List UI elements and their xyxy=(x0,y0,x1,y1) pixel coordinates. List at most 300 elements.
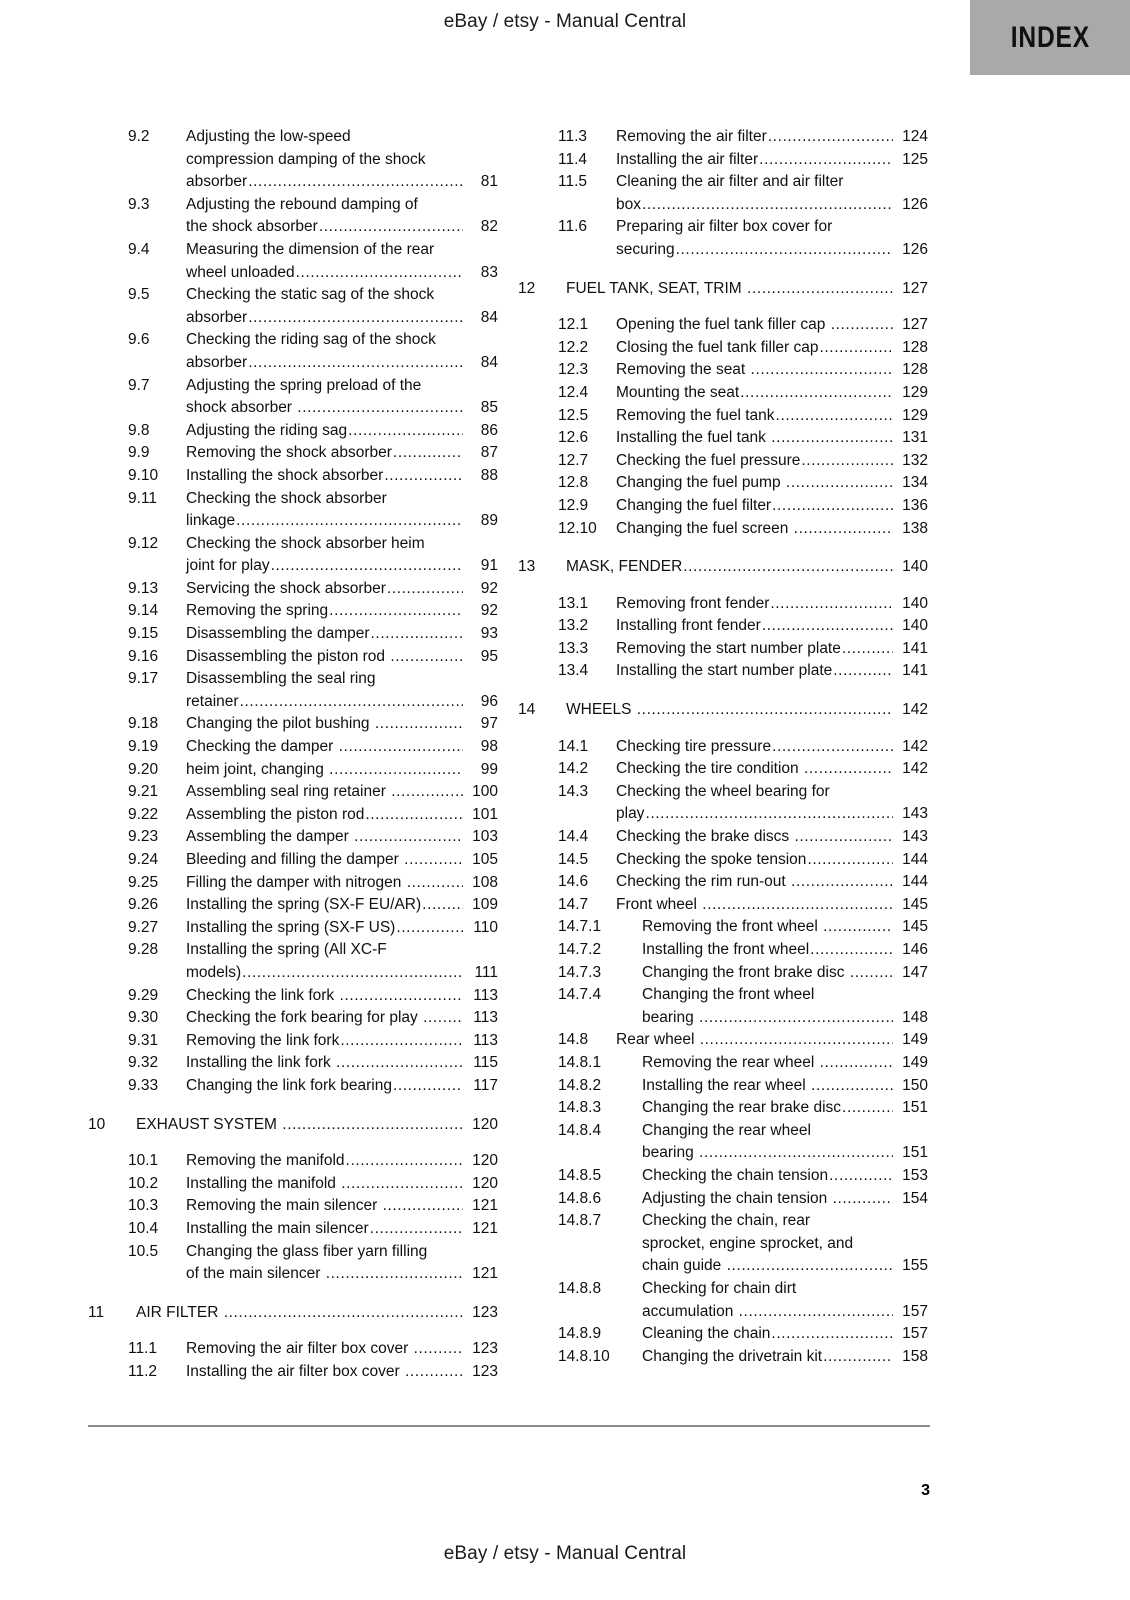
entry-body xyxy=(186,1361,498,1384)
index-entry-row[interactable] xyxy=(518,518,928,541)
index-entry-row[interactable] xyxy=(88,849,498,872)
entry-title: Installing the rear wheel xyxy=(642,1076,811,1094)
entry-body xyxy=(186,894,498,917)
entry-title-last-line xyxy=(186,420,498,443)
dot-leader xyxy=(414,1338,463,1361)
entry-body xyxy=(186,533,498,578)
entry-title: Changing the front brake disc xyxy=(642,963,849,981)
dot-leader xyxy=(370,1218,463,1241)
entry-body xyxy=(186,985,498,1008)
index-entry-row[interactable] xyxy=(518,149,928,172)
entry-title: of the main silencer xyxy=(186,1265,325,1283)
entry-number: 14.7 xyxy=(558,895,589,913)
index-entry-row[interactable] xyxy=(518,314,928,337)
index-entry-row[interactable] xyxy=(88,126,498,194)
entry-title: Disassembling the piston rod xyxy=(186,647,390,665)
entry-number: 9.26 xyxy=(128,896,159,914)
entry-body xyxy=(616,495,928,518)
index-entry-row[interactable] xyxy=(88,1075,498,1098)
index-entry-row[interactable] xyxy=(518,1323,928,1346)
entry-title-line xyxy=(186,939,498,962)
index-entry-row[interactable] xyxy=(518,359,928,382)
entry-title-line xyxy=(186,533,498,556)
index-entry-row[interactable] xyxy=(518,615,928,638)
index-entry-row[interactable] xyxy=(518,1346,928,1369)
dot-leader xyxy=(393,1075,463,1098)
entry-title: Adjusting the riding sag xyxy=(186,421,348,439)
index-entry-row[interactable] xyxy=(518,593,928,616)
entry-number: 14.4 xyxy=(558,828,589,846)
entry-title: absorber xyxy=(186,173,248,191)
index-entry-row[interactable] xyxy=(88,826,498,849)
entry-page-number: 151 xyxy=(902,1144,928,1162)
entry-page-number: 88 xyxy=(480,466,498,484)
entry-title: Checking the static sag of the shock xyxy=(186,286,435,304)
entry-title: Installing the shock absorber xyxy=(186,466,384,484)
entry-title-last-line xyxy=(186,872,498,895)
entry-body xyxy=(186,849,498,872)
entry-page-number: 113 xyxy=(473,986,498,1004)
entry-page-number: 113 xyxy=(473,1009,498,1027)
entry-title-last-line xyxy=(566,278,928,301)
entry-title: Changing the link fork bearing xyxy=(186,1076,392,1094)
entry-number: 14.7.1 xyxy=(558,918,602,936)
index-entry-row[interactable] xyxy=(88,465,498,488)
index-entry-row[interactable] xyxy=(518,758,928,781)
index-entry-row[interactable] xyxy=(88,713,498,736)
entry-page-number: 96 xyxy=(480,692,498,710)
entry-title: Removing the air filter box cover xyxy=(186,1340,413,1358)
index-chapter-row[interactable] xyxy=(88,1114,498,1137)
entry-title-last-line xyxy=(616,660,928,683)
entry-number: 14.8.5 xyxy=(558,1166,602,1184)
entry-title: Changing the front wheel xyxy=(642,986,815,1004)
entry-title: Checking the tire condition xyxy=(616,760,803,778)
index-entry-row[interactable] xyxy=(88,1195,498,1218)
index-entry-row[interactable] xyxy=(88,442,498,465)
entry-body xyxy=(186,939,498,984)
index-entry-row[interactable] xyxy=(518,736,928,759)
entry-title-last-line xyxy=(186,1263,498,1286)
entry-number: 9.13 xyxy=(128,579,159,597)
entry-page-number: 81 xyxy=(480,173,498,191)
entry-number: 14.3 xyxy=(558,782,589,800)
entry-title: Adjusting the low-speed xyxy=(186,128,351,145)
dot-leader xyxy=(776,405,893,428)
index-entry-row[interactable] xyxy=(88,600,498,623)
index-entry-row[interactable] xyxy=(518,1075,928,1098)
index-chapter-row[interactable] xyxy=(518,278,928,301)
entry-page-number: 83 xyxy=(480,263,498,281)
dot-leader xyxy=(384,465,463,488)
index-entry-row[interactable] xyxy=(88,1150,498,1173)
index-chapter-row[interactable] xyxy=(88,1302,498,1325)
entry-title: Changing the pilot bushing xyxy=(186,715,374,733)
entry-title-last-line xyxy=(186,1173,498,1196)
entry-title-last-line xyxy=(186,962,498,985)
entry-page-number: 93 xyxy=(480,625,498,643)
dot-leader xyxy=(645,803,893,826)
index-entry-row[interactable] xyxy=(88,804,498,827)
dot-leader xyxy=(282,1114,463,1137)
entry-title-line xyxy=(616,216,928,239)
entry-body xyxy=(616,1029,928,1052)
entry-title-last-line xyxy=(186,510,498,533)
entry-title: Removing the seat xyxy=(616,361,750,379)
entry-title-last-line xyxy=(642,1075,928,1098)
index-entry-row[interactable] xyxy=(88,872,498,895)
entry-number: 14.5 xyxy=(558,850,589,868)
entry-number: 9.6 xyxy=(128,331,150,349)
index-entry-row[interactable] xyxy=(88,488,498,533)
index-entry-row[interactable] xyxy=(518,984,928,1029)
entry-title-last-line xyxy=(642,1165,928,1188)
dot-leader xyxy=(683,556,893,579)
dot-leader xyxy=(371,623,463,646)
entry-title-last-line xyxy=(186,307,498,330)
dot-leader xyxy=(740,382,893,405)
entry-number: 9.5 xyxy=(128,286,150,304)
entry-title-last-line xyxy=(616,736,928,759)
entry-body xyxy=(616,216,928,261)
entry-number: 14.7.3 xyxy=(558,963,602,981)
entry-number: 12.6 xyxy=(558,429,589,447)
dot-leader xyxy=(810,939,893,962)
dot-leader xyxy=(407,872,463,895)
entry-page-number: 126 xyxy=(902,240,928,258)
entry-title-line xyxy=(642,1278,928,1301)
dot-leader xyxy=(850,962,893,985)
index-chapter-row[interactable] xyxy=(518,699,928,722)
entry-title-last-line xyxy=(642,1097,928,1120)
index-entry-row[interactable] xyxy=(88,985,498,1008)
entry-title: Checking the fuel pressure xyxy=(616,451,801,469)
index-entry-row[interactable] xyxy=(88,759,498,782)
entry-body xyxy=(616,405,928,428)
entry-page-number: 140 xyxy=(902,558,928,576)
entry-title: Installing the link fork xyxy=(186,1054,336,1072)
index-entry-row[interactable] xyxy=(88,1030,498,1053)
dot-leader xyxy=(348,420,463,443)
index-entry-row[interactable] xyxy=(518,171,928,216)
entry-title: Adjusting the chain tension xyxy=(642,1189,832,1207)
entry-number: 12.9 xyxy=(558,496,589,514)
entry-title: Checking the chain tension xyxy=(642,1166,829,1184)
entry-title-last-line xyxy=(616,337,928,360)
entry-page-number: 110 xyxy=(473,918,498,936)
index-entry-row[interactable] xyxy=(518,1188,928,1211)
entry-title-last-line xyxy=(186,216,498,239)
entry-page-number: 157 xyxy=(902,1302,928,1320)
entry-title: Removing the air filter xyxy=(616,128,767,145)
dot-leader xyxy=(842,1097,893,1120)
entry-title: Removing the main silencer xyxy=(186,1197,382,1215)
entry-body xyxy=(186,623,498,646)
entry-title-last-line xyxy=(186,171,498,194)
entry-number: 9.3 xyxy=(128,195,150,213)
entry-body xyxy=(566,278,928,301)
entry-body xyxy=(186,1173,498,1196)
index-entry-row[interactable] xyxy=(88,284,498,329)
index-entry-row[interactable] xyxy=(88,194,498,239)
index-entry-row[interactable] xyxy=(518,849,928,872)
dot-leader xyxy=(375,713,463,736)
entry-page-number: 145 xyxy=(902,918,928,936)
index-column-left xyxy=(88,126,498,1383)
entry-title: Removing the spring xyxy=(186,602,329,620)
index-entry-row[interactable] xyxy=(518,1165,928,1188)
index-entry-row[interactable] xyxy=(518,337,928,360)
entry-number: 14.8.2 xyxy=(558,1076,602,1094)
entry-page-number: 129 xyxy=(902,406,928,424)
entry-title: Changing the fuel pump xyxy=(616,474,785,492)
index-entry-row[interactable] xyxy=(518,1052,928,1075)
entry-page-number: 92 xyxy=(480,579,498,597)
entry-title-last-line xyxy=(186,691,498,714)
entry-body xyxy=(616,871,928,894)
entry-title-line xyxy=(186,284,498,307)
entry-page-number: 148 xyxy=(902,1008,928,1026)
entry-number: 14 xyxy=(518,701,536,719)
dot-leader xyxy=(329,759,463,782)
entry-number: 10.3 xyxy=(128,1197,159,1215)
entry-number: 14.8.3 xyxy=(558,1099,602,1117)
index-entry-row[interactable] xyxy=(518,871,928,894)
entry-number: 9.23 xyxy=(128,828,159,846)
entry-page-number: 142 xyxy=(902,737,928,755)
entry-number: 12.3 xyxy=(558,361,589,379)
dot-leader xyxy=(772,495,893,518)
dot-leader xyxy=(383,1195,463,1218)
index-entry-row[interactable] xyxy=(518,1210,928,1278)
index-entry-row[interactable] xyxy=(518,472,928,495)
entry-body xyxy=(186,736,498,759)
entry-body xyxy=(642,984,928,1029)
entry-title-last-line xyxy=(186,985,498,1008)
entry-title-line xyxy=(642,1233,928,1256)
entry-body xyxy=(186,600,498,623)
entry-body xyxy=(616,450,928,473)
index-entry-row[interactable] xyxy=(518,495,928,518)
index-entry-row[interactable] xyxy=(518,638,928,661)
entry-title: Removing the start number plate xyxy=(616,639,841,657)
entry-title-last-line xyxy=(186,759,498,782)
dot-leader xyxy=(727,1255,893,1278)
page-number: 3 xyxy=(921,1482,930,1499)
entry-number: 9.29 xyxy=(128,986,159,1004)
index-entry-row[interactable] xyxy=(518,1097,928,1120)
entry-title: Installing the start number plate xyxy=(616,662,833,680)
index-entry-row[interactable] xyxy=(518,216,928,261)
index-entry-row[interactable] xyxy=(88,1338,498,1361)
entry-title: Installing the air filter box cover xyxy=(186,1362,404,1380)
index-entry-row[interactable] xyxy=(518,427,928,450)
index-entry-row[interactable] xyxy=(518,1278,928,1323)
entry-title: the shock absorber xyxy=(186,218,318,236)
entry-title-last-line xyxy=(616,894,928,917)
entry-number: 13 xyxy=(518,558,536,576)
dot-leader xyxy=(762,615,893,638)
entry-title: Changing the rear wheel xyxy=(642,1121,811,1139)
entry-page-number: 126 xyxy=(902,195,928,213)
entry-number: 14.8.7 xyxy=(558,1212,602,1230)
index-entry-row[interactable] xyxy=(88,1361,498,1384)
index-entry-row[interactable] xyxy=(88,578,498,601)
entry-body xyxy=(642,1346,928,1369)
entry-title: Installing the air filter xyxy=(616,150,759,168)
index-entry-row[interactable] xyxy=(88,781,498,804)
entry-number: 9.32 xyxy=(128,1054,159,1072)
index-entry-row[interactable] xyxy=(88,420,498,443)
entry-body xyxy=(186,284,498,329)
entry-title-line xyxy=(186,126,498,149)
entry-title: Checking the wheel bearing for xyxy=(616,782,830,800)
dot-leader xyxy=(393,442,463,465)
entry-body xyxy=(186,668,498,713)
entry-body xyxy=(642,1188,928,1211)
entry-number: 13.2 xyxy=(558,617,589,635)
entry-title-last-line xyxy=(642,939,928,962)
entry-number: 9.9 xyxy=(128,444,150,462)
index-entry-row[interactable] xyxy=(88,533,498,578)
index-entry-row[interactable] xyxy=(518,962,928,985)
entry-title: Removing the fuel tank xyxy=(616,406,775,424)
dot-leader xyxy=(807,849,893,872)
dot-leader xyxy=(224,1302,463,1325)
entry-title: Rear wheel xyxy=(616,1031,699,1049)
index-entry-row[interactable] xyxy=(518,405,928,428)
index-entry-row[interactable] xyxy=(518,781,928,826)
index-entry-row[interactable] xyxy=(518,1029,928,1052)
index-entry-row[interactable] xyxy=(88,668,498,713)
entry-body xyxy=(186,442,498,465)
entry-title: heim joint, changing xyxy=(186,760,329,778)
entry-number: 12.8 xyxy=(558,474,589,492)
index-entry-row[interactable] xyxy=(88,894,498,917)
entry-title: Preparing air filter box cover for xyxy=(616,218,833,236)
entry-title: Checking the rim run-out xyxy=(616,873,791,891)
dot-leader xyxy=(823,916,893,939)
entry-body xyxy=(136,1302,498,1325)
entry-title-last-line xyxy=(616,871,928,894)
entry-page-number: 121 xyxy=(472,1197,498,1215)
entry-title: Checking the fork bearing for play xyxy=(186,1009,423,1027)
entry-title-last-line xyxy=(616,638,928,661)
dot-leader xyxy=(842,638,893,661)
index-entry-row[interactable] xyxy=(88,939,498,984)
entry-number: 9.10 xyxy=(128,466,159,484)
entry-page-number: 136 xyxy=(902,496,928,514)
entry-page-number: 144 xyxy=(902,850,928,868)
entry-number: 12.4 xyxy=(558,383,589,401)
entry-title-line xyxy=(616,781,928,804)
index-entry-row[interactable] xyxy=(518,826,928,849)
index-entry-row[interactable] xyxy=(518,1120,928,1165)
index-entry-row[interactable] xyxy=(88,646,498,669)
entry-title-last-line xyxy=(186,465,498,488)
entry-body xyxy=(616,359,928,382)
entry-page-number: 157 xyxy=(902,1325,928,1343)
entry-title-last-line xyxy=(186,781,498,804)
entry-title-line xyxy=(186,239,498,262)
entry-title: Bleeding and filling the damper xyxy=(186,851,404,868)
entry-title: Adjusting the rebound damping of xyxy=(186,195,418,213)
entry-title-last-line xyxy=(616,194,928,217)
entry-title-last-line xyxy=(616,826,928,849)
entry-page-number: 127 xyxy=(902,316,928,334)
dot-leader xyxy=(699,1007,893,1030)
entry-page-number: 154 xyxy=(902,1189,928,1207)
entry-body xyxy=(186,375,498,420)
entry-title-last-line xyxy=(186,1075,498,1098)
entry-number: 14.1 xyxy=(558,737,589,755)
entry-body xyxy=(566,556,928,579)
entry-number: 9.18 xyxy=(128,715,159,733)
entry-title: EXHAUST SYSTEM xyxy=(136,1115,282,1133)
index-entry-row[interactable] xyxy=(88,736,498,759)
dot-leader xyxy=(772,736,893,759)
index-entry-row[interactable] xyxy=(518,660,928,683)
entry-page-number: 97 xyxy=(480,715,498,733)
index-entry-row[interactable] xyxy=(88,623,498,646)
index-entry-row[interactable] xyxy=(88,1218,498,1241)
dot-leader xyxy=(365,804,463,827)
index-chapter-row[interactable] xyxy=(518,556,928,579)
entry-body xyxy=(186,759,498,782)
dot-leader xyxy=(387,578,463,601)
index-entry-row[interactable] xyxy=(518,939,928,962)
index-entry-row[interactable] xyxy=(88,329,498,374)
entry-body xyxy=(642,1165,928,1188)
entry-body xyxy=(616,593,928,616)
entry-title-last-line xyxy=(642,1255,928,1278)
entry-number: 9.2 xyxy=(128,128,150,145)
index-entry-row[interactable] xyxy=(518,450,928,473)
index-entry-row[interactable] xyxy=(88,375,498,420)
entry-page-number: 146 xyxy=(902,941,928,958)
entry-title-last-line xyxy=(616,1029,928,1052)
entry-body xyxy=(186,646,498,669)
index-entry-row[interactable] xyxy=(88,917,498,940)
index-entry-row[interactable] xyxy=(518,382,928,405)
index-entry-row[interactable] xyxy=(88,1007,498,1030)
index-entry-row[interactable] xyxy=(518,126,928,149)
index-entry-row[interactable] xyxy=(518,916,928,939)
entry-number: 14.8.9 xyxy=(558,1325,602,1343)
index-entry-row[interactable] xyxy=(88,1241,498,1286)
entry-number: 10.1 xyxy=(128,1152,159,1170)
entry-page-number: 121 xyxy=(472,1265,498,1283)
entry-number: 11.3 xyxy=(558,128,588,145)
entry-body xyxy=(186,126,498,194)
index-entry-row[interactable] xyxy=(518,894,928,917)
index-entry-row[interactable] xyxy=(88,1052,498,1075)
dot-leader xyxy=(637,699,893,722)
entry-number: 13.1 xyxy=(558,594,589,612)
entry-title: Checking the shock absorber heim xyxy=(186,534,425,552)
entry-title: WHEELS xyxy=(566,701,636,719)
entry-number: 9.12 xyxy=(128,534,159,552)
entry-title-line xyxy=(616,171,928,194)
entry-body xyxy=(186,1030,498,1053)
entry-title-last-line xyxy=(186,600,498,623)
index-entry-row[interactable] xyxy=(88,1173,498,1196)
index-entry-row[interactable] xyxy=(88,239,498,284)
entry-page-number: 92 xyxy=(480,602,498,620)
entry-number: 11.4 xyxy=(558,150,588,168)
entry-title-last-line xyxy=(616,615,928,638)
entry-title-last-line xyxy=(186,917,498,940)
